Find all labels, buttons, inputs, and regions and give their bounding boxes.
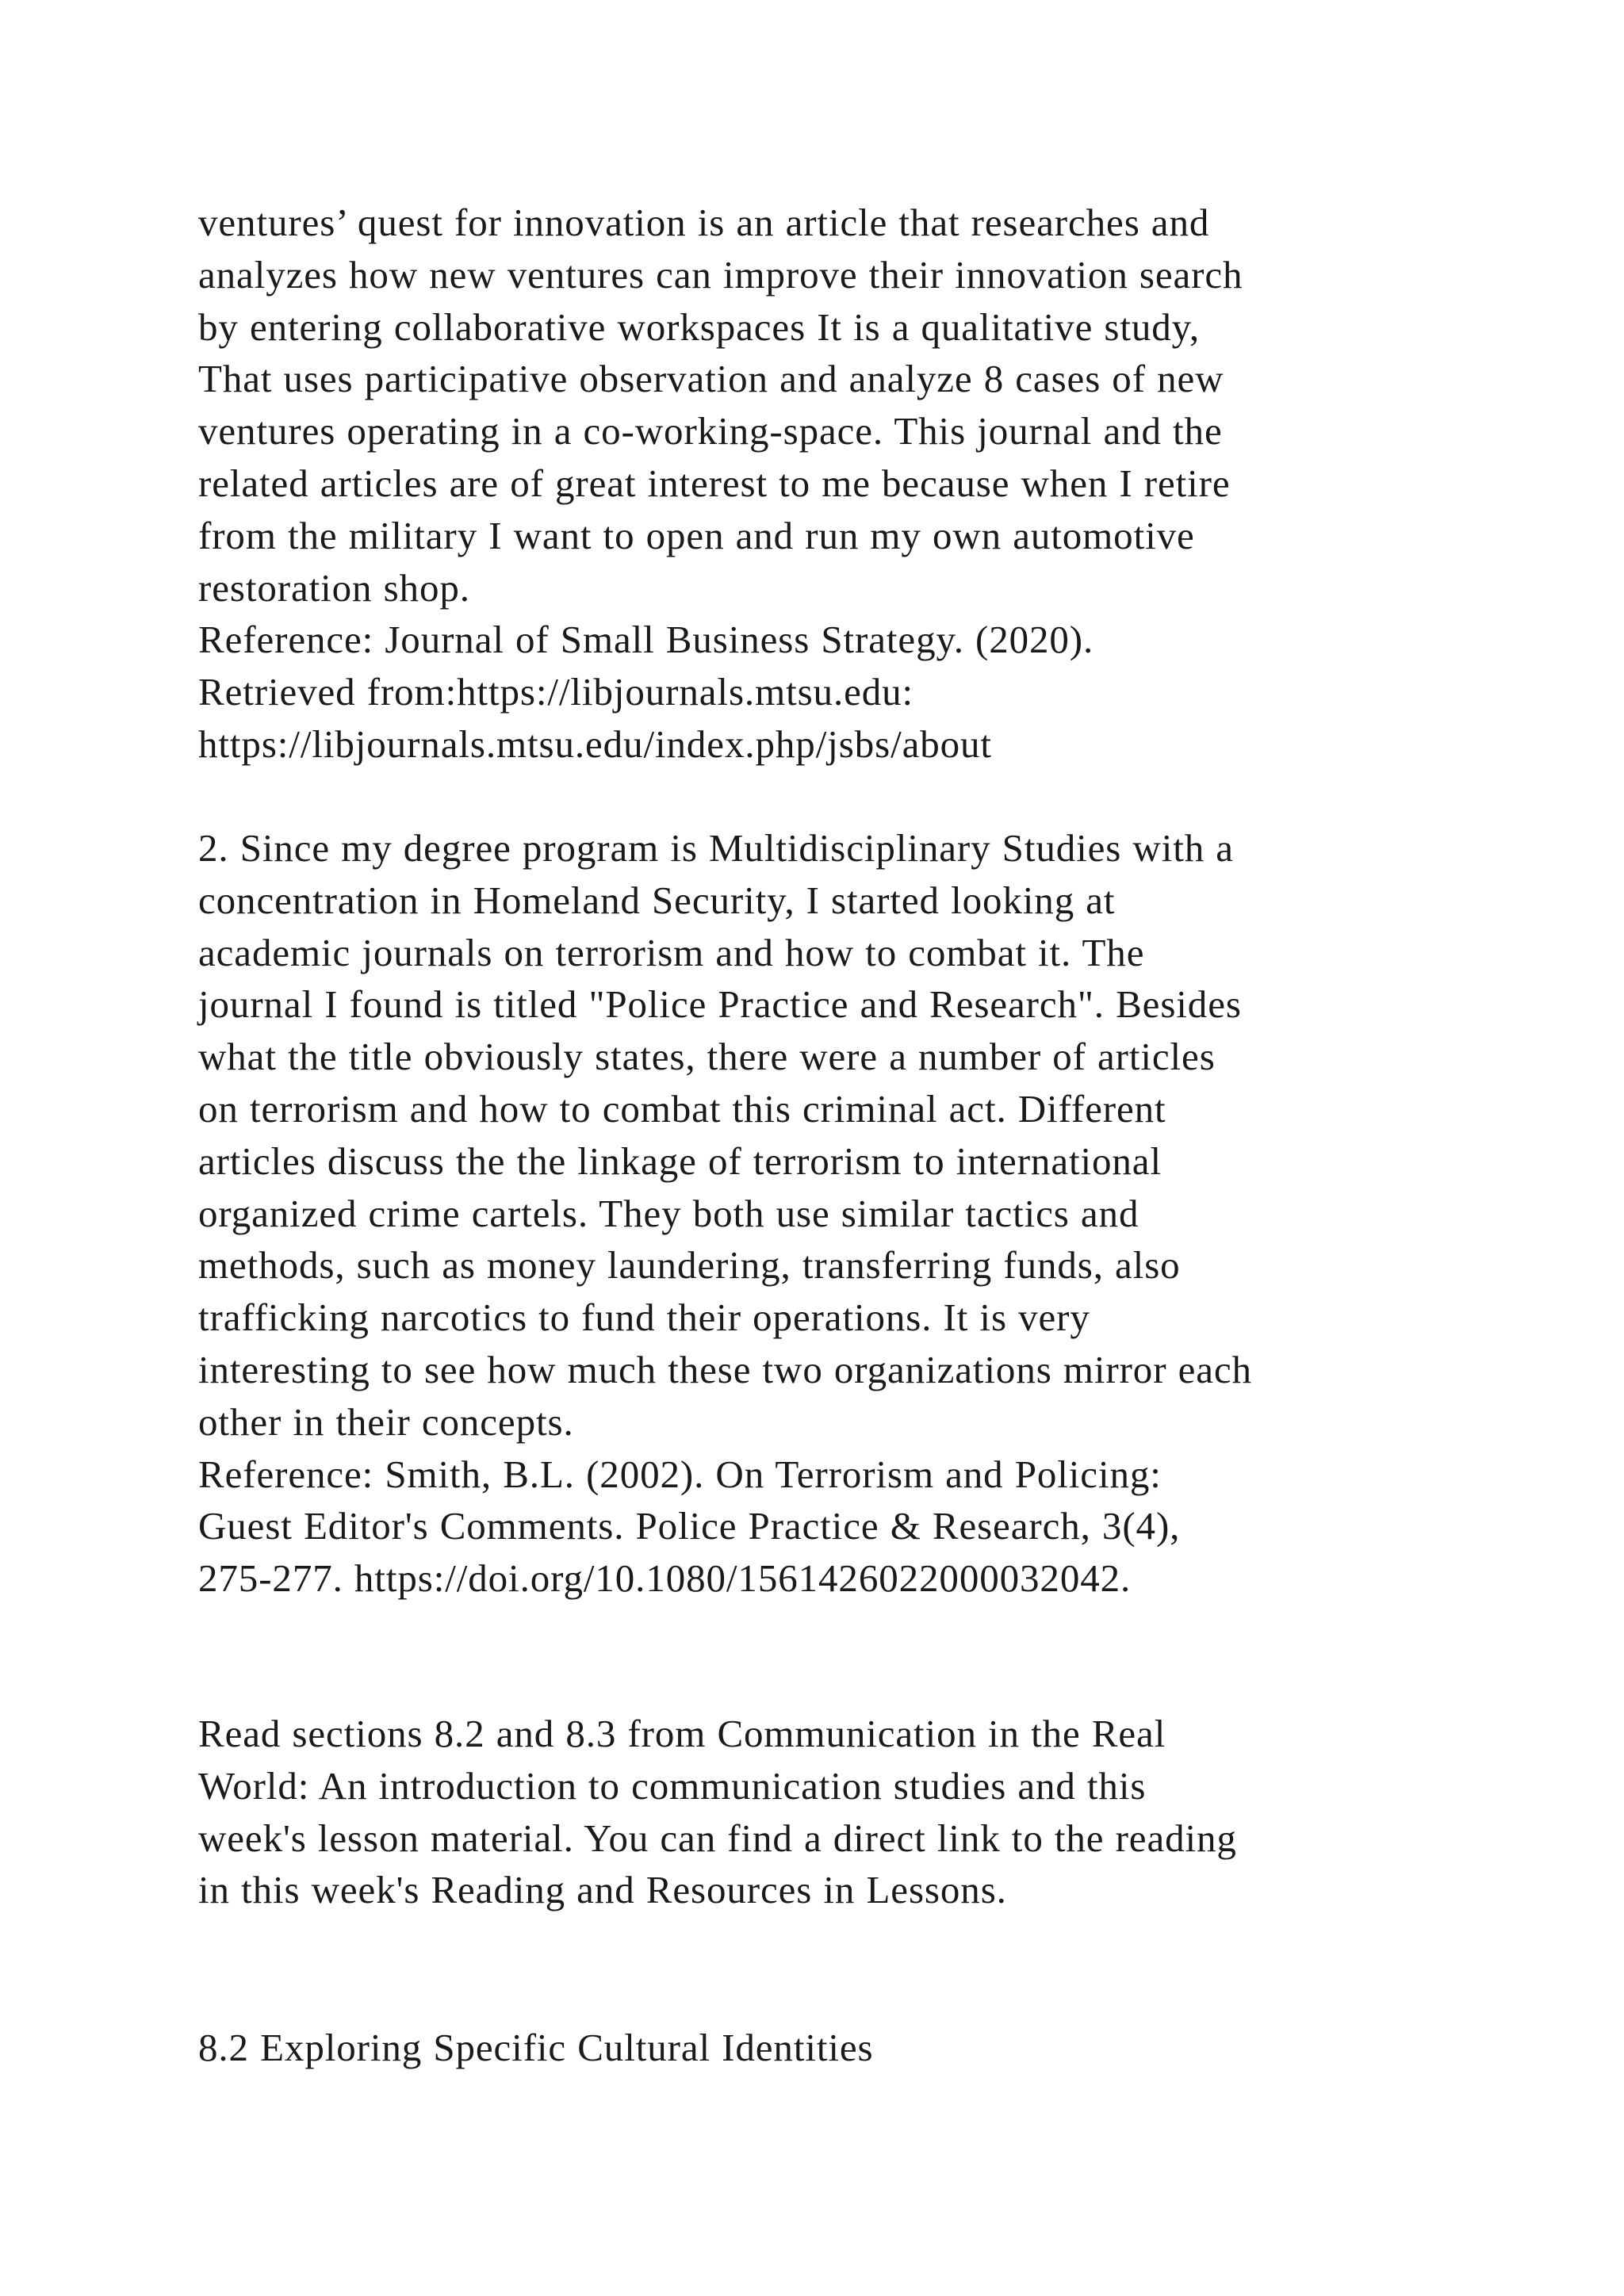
reference-line: Reference: Journal of Small Business Strategy. (2020). xyxy=(198,618,1094,662)
text-line: ventures operating in a co-working-space. This journal and the xyxy=(198,409,1223,453)
text-line: analyzes how new ventures can improve their innovation search xyxy=(198,252,1243,297)
text-line: trafficking narcotics to fund their operations. It is very xyxy=(198,1295,1090,1340)
section-title: 8.2 Exploring Specific Cultural Identities xyxy=(198,2026,874,2069)
text-line: academic journals on terrorism and how to combat it. The xyxy=(198,930,1145,974)
text-line: restoration shop. xyxy=(198,565,470,610)
paragraph-police-practice xyxy=(198,822,1252,1605)
text-line: other in their concepts. xyxy=(198,1399,574,1444)
text-line: World: An introduction to communication studies and this xyxy=(198,1763,1147,1808)
paragraph-journal-innovation xyxy=(198,197,1243,771)
text-line: methods, such as money laundering, transferring funds, also xyxy=(198,1243,1181,1288)
text-line: what the title obviously states, there were a number of articles xyxy=(198,1035,1216,1079)
reference-line: Retrieved from:https://libjournals.mtsu.edu: xyxy=(198,670,914,714)
text-line: week's lesson material. You can find a direct link to the reading xyxy=(198,1816,1237,1860)
text-line: organized crime cartels. They both use similar tactics and xyxy=(198,1191,1139,1235)
paragraph-reading-assignment xyxy=(198,1708,1237,1916)
text-line: journal I found is titled "Police Practice and Research". Besides xyxy=(198,982,1242,1027)
reference-doi: 275-277. https://doi.org/10.1080/1561426022000032042. xyxy=(198,1556,1132,1601)
text-line: That uses participative observation and analyze 8 cases of new xyxy=(198,357,1224,401)
text-line: interesting to see how much these two organizations mirror each xyxy=(198,1347,1252,1391)
reference-line: Reference: Smith, B.L. (2002). On Terrorism and Policing: xyxy=(198,1452,1162,1496)
text-line: articles discuss the the linkage of terrorism to international xyxy=(198,1138,1162,1183)
text-line: concentration in Homeland Security, I started looking at xyxy=(198,878,1116,922)
text-line: 2. Since my degree program is Multidisciplinary Studies with a xyxy=(198,826,1234,870)
section-heading xyxy=(198,2022,874,2074)
text-line: Read sections 8.2 and 8.3 from Communication in the Real xyxy=(198,1712,1166,1755)
text-line: in this week's Reading and Resources in Lessons. xyxy=(198,1868,1007,1912)
text-line: from the military I want to open and run my own automotive xyxy=(198,513,1195,557)
reference-url: https://libjournals.mtsu.edu/index.php/jsbs/about xyxy=(198,721,992,766)
text-line: ventures’ quest for innovation is an article that researches and xyxy=(198,201,1210,244)
reference-line: Guest Editor's Comments. Police Practice & Research, 3(4), xyxy=(198,1504,1181,1548)
text-line: on terrorism and how to combat this criminal act. Different xyxy=(198,1086,1166,1131)
text-line: by entering collaborative workspaces It is a qualitative study, xyxy=(198,304,1201,349)
text-line: related articles are of great interest to me because when I retire xyxy=(198,461,1231,505)
